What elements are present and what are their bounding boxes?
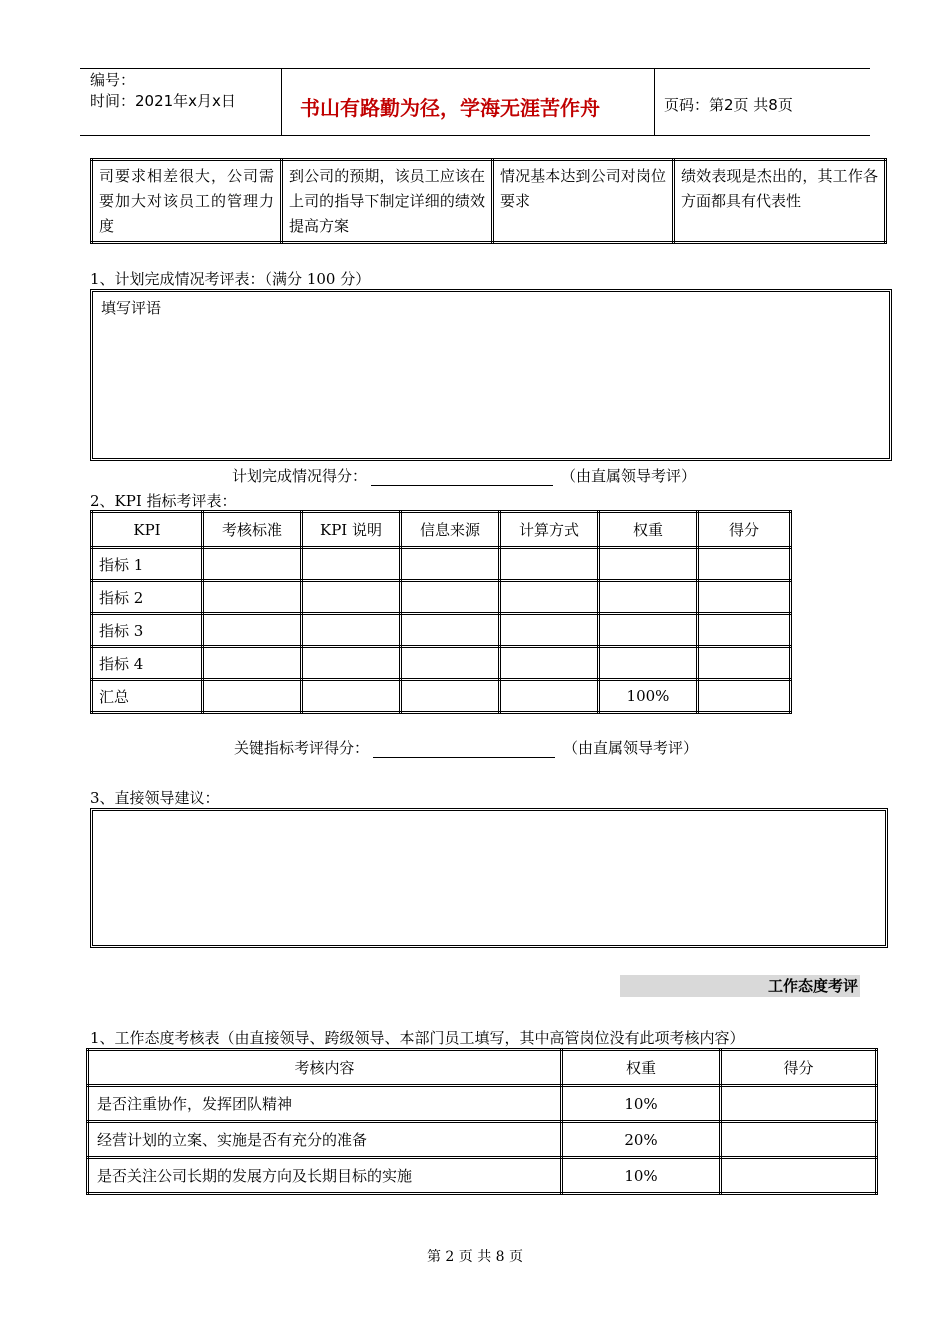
plan-comment-box[interactable]: [90, 289, 892, 461]
kpi-score-input[interactable]: [373, 741, 555, 758]
attitude-weight: 10%: [562, 1086, 721, 1122]
kpi-row: [92, 614, 791, 647]
kpi-header-cell: 权重: [599, 512, 698, 548]
kpi-cell[interactable]: [500, 614, 599, 647]
attitude-score-cell[interactable]: [721, 1158, 877, 1194]
header-motto: 书山有路勤为径，学海无涯苦作舟: [300, 96, 600, 120]
attitude-content: 是否关注公司长期的发展方向及长期目标的实施: [88, 1158, 562, 1194]
time-label: 时间：2021年x月x日: [90, 92, 236, 110]
kpi-row-name: 指标 4: [92, 647, 203, 680]
kpi-table: [90, 510, 792, 714]
rating-cell-3: 情况基本达到公司对岗位要求: [493, 160, 674, 243]
kpi-score-note: （由直属领导考评）: [563, 739, 699, 757]
plan-score-note: （由直属领导考评）: [561, 467, 697, 485]
kpi-cell[interactable]: [203, 680, 302, 713]
kpi-cell[interactable]: [401, 548, 500, 581]
kpi-cell[interactable]: [302, 680, 401, 713]
kpi-weight-cell: 100%: [599, 680, 698, 713]
attitude-table: [86, 1048, 878, 1195]
kpi-cell[interactable]: [500, 581, 599, 614]
kpi-weight-cell[interactable]: [599, 647, 698, 680]
kpi-row: [92, 548, 791, 581]
kpi-weight-cell[interactable]: [599, 548, 698, 581]
attitude-content: 是否注重协作，发挥团队精神: [88, 1086, 562, 1122]
number-label: 编号：: [90, 71, 136, 89]
kpi-cell[interactable]: [500, 680, 599, 713]
plan-score-line: [232, 465, 696, 486]
kpi-cell[interactable]: [203, 548, 302, 581]
kpi-weight-cell[interactable]: [599, 581, 698, 614]
kpi-cell[interactable]: [302, 614, 401, 647]
rating-cell-1: 司要求相差很大，公司需要加大对该员工的管理力度: [92, 160, 282, 243]
plan-score-label: 计划完成情况得分：: [232, 467, 368, 485]
kpi-cell[interactable]: [302, 647, 401, 680]
kpi-row-name: 指标 1: [92, 548, 203, 581]
attitude-header-cell: 得分: [721, 1050, 877, 1086]
header-divider-2: [654, 68, 655, 136]
kpi-header-row: [92, 512, 791, 548]
kpi-cell[interactable]: [203, 647, 302, 680]
kpi-cell[interactable]: [401, 647, 500, 680]
plan-section-title: 1、计划完成情况考评表：（满分 100 分）: [90, 270, 371, 288]
kpi-score-cell[interactable]: [698, 581, 791, 614]
kpi-cell[interactable]: [500, 548, 599, 581]
attitude-weight: 20%: [562, 1122, 721, 1158]
attitude-row: [88, 1158, 877, 1194]
rating-cell-4: 绩效表现是杰出的，其工作各方面都具有代表性: [674, 160, 886, 243]
kpi-score-label: 关键指标考评得分：: [234, 739, 370, 757]
kpi-cell[interactable]: [203, 614, 302, 647]
kpi-cell[interactable]: [500, 647, 599, 680]
header-top-rule: [80, 68, 870, 69]
kpi-header-cell: KPI 说明: [302, 512, 401, 548]
rating-cell-2: 到公司的预期，该员工应该在上司的指导下制定详细的绩效提高方案: [282, 160, 493, 243]
kpi-cell[interactable]: [203, 581, 302, 614]
header-page-label: 页码：第2页 共8页: [664, 96, 793, 114]
attitude-header-cell: 权重: [562, 1050, 721, 1086]
kpi-score-cell[interactable]: [698, 647, 791, 680]
kpi-cell[interactable]: [302, 581, 401, 614]
kpi-cell[interactable]: [401, 614, 500, 647]
kpi-header-cell: 信息来源: [401, 512, 500, 548]
page-footer: 第 2 页 共 8 页: [426, 1249, 524, 1265]
rating-levels-table: [90, 158, 887, 244]
kpi-cell[interactable]: [302, 548, 401, 581]
kpi-score-line: [234, 737, 698, 758]
kpi-total-row: [92, 680, 791, 713]
attitude-header-cell: 考核内容: [88, 1050, 562, 1086]
kpi-header-cell: 得分: [698, 512, 791, 548]
leader-section-title: 3、直接领导建议：: [90, 789, 220, 807]
header-divider-1: [281, 68, 282, 136]
header-bottom-rule: [80, 135, 870, 136]
kpi-header-cell: 计算方式: [500, 512, 599, 548]
attitude-weight: 10%: [562, 1158, 721, 1194]
plan-score-input[interactable]: [371, 469, 553, 486]
attitude-score-cell[interactable]: [721, 1122, 877, 1158]
attitude-section-title: 1、工作态度考核表（由直接领导、跨级领导、本部门员工填写，其中高管岗位没有此项考核内容）: [90, 1029, 745, 1047]
attitude-content: 经营计划的立案、实施是否有充分的准备: [88, 1122, 562, 1158]
kpi-row-name: 指标 2: [92, 581, 203, 614]
kpi-row: [92, 581, 791, 614]
kpi-header-cell: 考核标准: [203, 512, 302, 548]
attitude-banner: 工作态度考评: [620, 975, 860, 997]
kpi-row: [92, 647, 791, 680]
attitude-row: [88, 1122, 877, 1158]
kpi-score-cell[interactable]: [698, 614, 791, 647]
kpi-row-name: 汇总: [92, 680, 203, 713]
kpi-row-name: 指标 3: [92, 614, 203, 647]
kpi-weight-cell[interactable]: [599, 614, 698, 647]
kpi-header-cell: KPI: [92, 512, 203, 548]
attitude-header-row: [88, 1050, 877, 1086]
plan-comment-hint: 填写评语: [101, 299, 162, 317]
kpi-cell[interactable]: [401, 680, 500, 713]
kpi-score-cell[interactable]: [698, 548, 791, 581]
leader-suggestion-box[interactable]: [90, 808, 888, 948]
kpi-cell[interactable]: [401, 581, 500, 614]
attitude-score-cell[interactable]: [721, 1086, 877, 1122]
attitude-row: [88, 1086, 877, 1122]
header-meta: [90, 70, 236, 112]
kpi-score-cell[interactable]: [698, 680, 791, 713]
kpi-section-title: 2、KPI 指标考评表：: [90, 492, 237, 510]
